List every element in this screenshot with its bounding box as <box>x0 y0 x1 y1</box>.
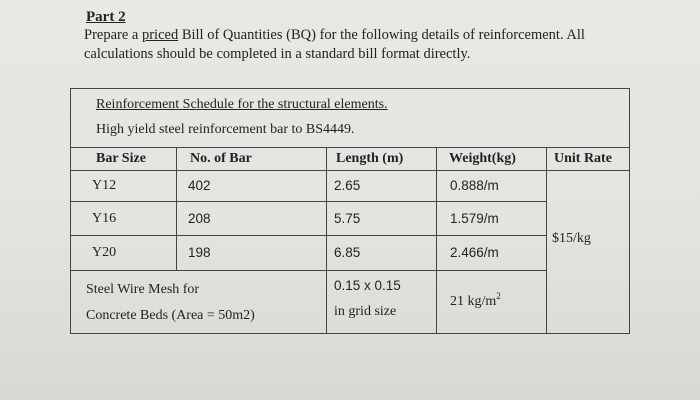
instructions <box>84 26 664 64</box>
instructions-text: Bill of Quantities (BQ) for the following details of reinforcement. All <box>178 27 585 43</box>
mesh-weight <box>450 291 501 310</box>
cell-weight: 2.466/m <box>450 245 499 260</box>
cell-length: 6.85 <box>334 245 361 260</box>
instructions-text: Prepare a <box>84 27 142 43</box>
cell-no-of-bar: 198 <box>188 245 211 260</box>
mesh-label-line-2: Concrete Beds (Area = 50m2) <box>86 308 255 323</box>
mesh-label-line-1: Steel Wire Mesh for <box>86 282 200 297</box>
cell-unit-rate: $15/kg <box>552 231 591 246</box>
cell-bar-size: Y20 <box>92 245 117 260</box>
instructions-underlined-word: priced <box>141 27 179 43</box>
cell-bar-size: Y12 <box>92 178 117 193</box>
header-weight: Weight(kg) <box>449 151 516 166</box>
header-no-of-bar: No. of Bar <box>190 151 252 166</box>
schedule-header <box>70 88 630 148</box>
schedule-subtitle: High yield steel reinforcement bar to BS4449. <box>96 122 355 137</box>
mesh-weight-exponent: 2 <box>496 291 501 301</box>
row-divider <box>70 270 546 271</box>
instructions-line-1 <box>84 26 664 45</box>
cell-no-of-bar: 402 <box>188 178 211 193</box>
cell-length: 2.65 <box>334 178 361 193</box>
col-divider <box>436 148 437 334</box>
header-unit-rate: Unit Rate <box>554 151 612 166</box>
cell-bar-size: Y16 <box>92 211 117 226</box>
mesh-length-line-1: 0.15 x 0.15 <box>334 278 401 293</box>
cell-weight: 0.888/m <box>450 178 499 193</box>
col-divider <box>176 148 177 270</box>
mesh-length-line-2: in grid size <box>334 304 397 319</box>
mesh-weight-value: 21 kg/m <box>450 294 497 309</box>
reinforcement-schedule-table <box>70 88 630 334</box>
part-title: Part 2 <box>86 9 126 25</box>
col-divider <box>546 148 547 334</box>
col-divider <box>326 148 327 334</box>
cell-no-of-bar: 208 <box>188 211 211 226</box>
row-divider <box>70 235 546 236</box>
cell-length: 5.75 <box>334 211 361 226</box>
cell-weight: 1.579/m <box>450 211 499 226</box>
header-length: Length (m) <box>336 151 404 166</box>
header-bar-size: Bar Size <box>96 151 146 166</box>
schedule-title: Reinforcement Schedule for the structural elements. <box>96 97 388 112</box>
row-divider <box>70 201 546 202</box>
instructions-line-2: calculations should be completed in a standard bill format directly. <box>84 46 471 62</box>
